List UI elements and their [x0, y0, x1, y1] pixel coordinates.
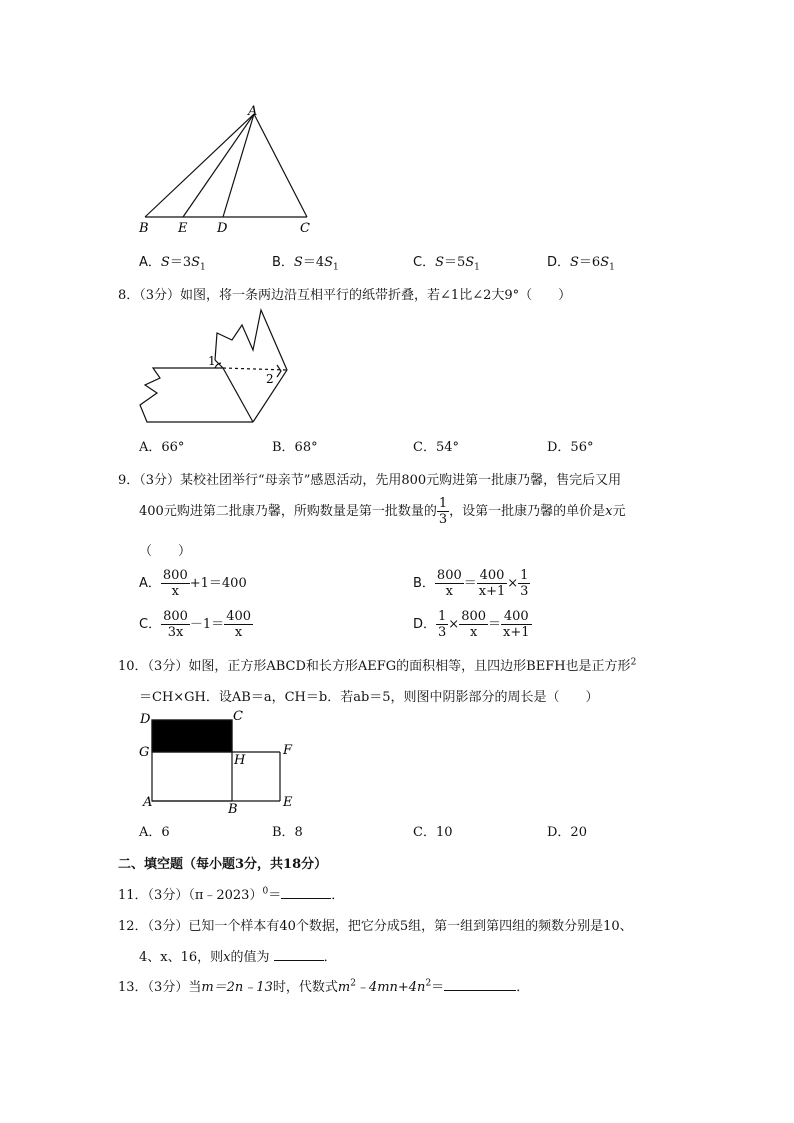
label-h: H	[234, 753, 246, 768]
segment-ac	[254, 114, 307, 217]
q10-option-c: C．10	[413, 825, 453, 840]
q8-option-a: A．66°	[139, 440, 185, 455]
angle-2-mark	[277, 365, 281, 377]
q8-option-c: C．54°	[413, 440, 459, 455]
label-d: D	[140, 712, 151, 727]
q9-option-b: B． $\frac{800}{x}$ ＝ $\frac{400}{x+1}$ × $\frac{1}{3}$	[413, 568, 529, 599]
angle-2-label: 2	[266, 372, 274, 386]
label-a: A	[248, 104, 258, 119]
q8-option-d: D．56°	[547, 440, 594, 455]
triangle-figure-q7	[135, 100, 325, 240]
strip-top-outline	[215, 310, 287, 422]
q10-option-d: D．20	[547, 825, 587, 840]
label-a: A	[143, 795, 153, 810]
label-c: C	[300, 221, 310, 236]
q7-option-b: B．$S=4S_1$	[272, 255, 339, 273]
dashed-line	[223, 368, 287, 370]
label-e: E	[178, 221, 188, 236]
q9-stem-line2: 400元购进第二批康乃馨，所购数量是第一批数量的 $\frac{1}{3}$ ，设第一批康乃馨的单价是x元	[139, 496, 626, 527]
folded-strip-figure-q8	[135, 305, 295, 430]
shaded-rectangle	[152, 720, 232, 752]
q8-option-b: B．68°	[272, 440, 318, 455]
q9-option-c: C． $\frac{800}{3x}$ －1＝ $\frac{400}{x}$	[139, 609, 252, 640]
q10-option-a: A．6	[139, 825, 170, 840]
q9-option-d: D． $\frac{1}{3}$ × $\frac{800}{x}$ ＝ $\frac{400}{x+1}$	[413, 609, 530, 640]
label-f: F	[283, 743, 293, 758]
q9-stem-line1: 9．（3分）某校社团举行“母亲节”感恩活动，先用800元购进第一批康乃馨，售完后又用	[118, 473, 622, 488]
q10-option-b: B．8	[272, 825, 303, 840]
answer-blank	[444, 977, 516, 991]
q9-answer-paren: （ ）	[139, 544, 192, 559]
label-b: B	[139, 221, 149, 236]
strip-bottom-outline	[140, 368, 253, 422]
q12-stem-line2: 4、x、16，则x的值为 ．	[139, 946, 337, 965]
label-d: D	[217, 221, 228, 236]
q7-option-c: C．$S=5S_1$	[413, 255, 480, 273]
q10-stem-line1: 10．（3分）如图，正方形ABCD和长方形AEFG的面积相等，且四边形BEFH也是正方形$^2$	[118, 657, 637, 674]
label-c: C	[233, 709, 243, 724]
fraction-one-third: $\frac{1}{3}$	[438, 496, 448, 527]
fold-line	[223, 368, 253, 422]
q11-stem: 11．（3分）（π﹣2023）$^0$＝ ．	[118, 886, 345, 903]
answer-blank	[274, 947, 324, 961]
q8-stem: 8．（3分）如图，将一条两边沿互相平行的纸带折叠，若∠1比∠2大9°（ ）	[118, 288, 572, 303]
q13-stem: 13．（3分）当m＝2n﹣13时，代数式$m^2﹣4mn+4n^2=$ ．	[118, 978, 530, 995]
section-title-fill-in: 二、填空题（每小题3分，共18分）	[118, 857, 328, 872]
label-b: B	[228, 802, 238, 817]
segment-ae	[183, 114, 254, 217]
q7-option-d: D．$S=6S_1$	[547, 255, 615, 273]
q12-stem-line1: 12．（3分）已知一个样本有40个数据，把它分成5组，第一组到第四组的频数分别是10、	[118, 919, 633, 934]
answer-blank	[281, 885, 331, 899]
q10-stem-line2: ＝CH×GH．设AB＝a，CH＝b．若ab＝5，则图中阴影部分的周长是（ ）	[139, 690, 599, 705]
q7-option-a: A．$S=3S_1$	[139, 255, 206, 273]
label-e: E	[283, 795, 293, 810]
q9-option-a: A． $\frac{800}{x}$ +1＝400	[139, 568, 247, 599]
squares-figure-q10	[135, 708, 305, 818]
angle-1-label: 1	[208, 354, 216, 368]
segment-ab	[145, 114, 254, 217]
label-g: G	[139, 745, 150, 760]
